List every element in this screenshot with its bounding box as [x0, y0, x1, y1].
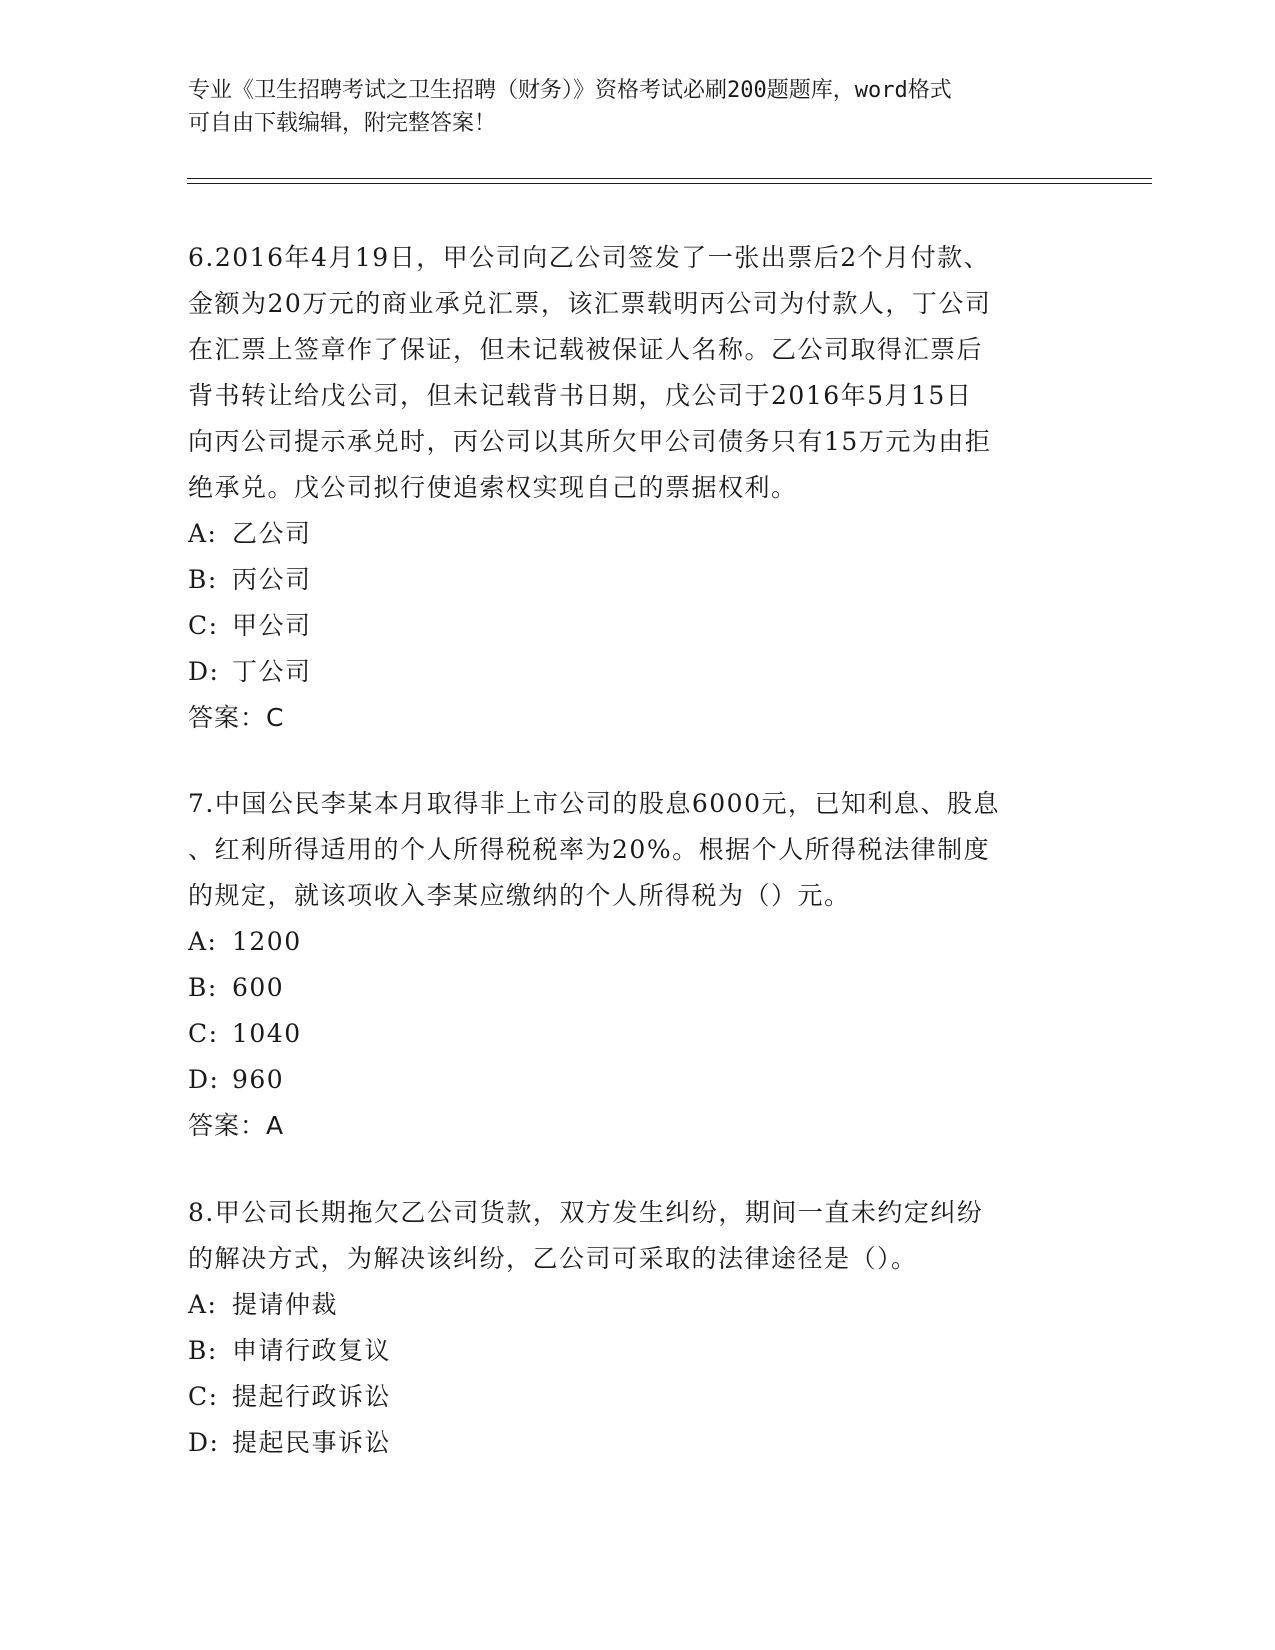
option-text: 提起民事诉讼: [232, 1428, 392, 1457]
answer-label: 答案：C: [188, 703, 285, 732]
question-line: 向丙公司提示承兑时，丙公司以其所欠甲公司债务只有15万元为由拒: [188, 427, 992, 456]
question-line: 8.甲公司长期拖欠乙公司货款，双方发生纠纷，期间一直未约定纠纷: [188, 1198, 984, 1227]
option-text: 甲公司: [232, 611, 312, 640]
header-divider-bottom: [187, 183, 1152, 184]
question-line: 的规定，就该项收入李某应缴纳的个人所得税为（）元。: [188, 881, 851, 910]
option-text: 申请行政复议: [232, 1336, 392, 1365]
option-text: 提起行政诉讼: [232, 1382, 392, 1411]
option-a: [188, 919, 1078, 965]
header-divider-top: [187, 178, 1152, 179]
question-line: 在汇票上签章作了保证，但未记载被保证人名称。乙公司取得汇票后: [188, 335, 984, 364]
option-a: [188, 511, 1078, 557]
option-letter: B:: [188, 1336, 218, 1365]
option-c: [188, 603, 1078, 649]
option-letter: D:: [188, 1065, 220, 1094]
option-text: 乙公司: [232, 519, 312, 548]
option-letter: C:: [188, 611, 219, 640]
answer-label: 答案：A: [188, 1111, 285, 1140]
option-letter: B:: [188, 973, 218, 1002]
question-line: 7.中国公民李某本月取得非上市公司的股息6000元，已知利息、股息: [188, 789, 1000, 818]
option-letter: A:: [188, 927, 218, 956]
option-text: 丙公司: [232, 565, 312, 594]
question-8: [188, 1190, 1078, 1466]
option-letter: A:: [188, 519, 218, 548]
option-d: [188, 1057, 1078, 1103]
question-line: 背书转让给戊公司，但未记载背书日期，戊公司于2016年5月15日: [188, 381, 973, 410]
option-text: 600: [232, 973, 285, 1002]
question-line: 绝承兑。戊公司拟行使追索权实现自己的票据权利。: [188, 473, 798, 502]
option-c: [188, 1011, 1078, 1057]
option-c: [188, 1374, 1078, 1420]
option-d: [188, 649, 1078, 695]
option-b: [188, 557, 1078, 603]
question-text: [188, 1190, 1078, 1282]
option-letter: D:: [188, 1428, 220, 1457]
question-line: 6.2016年4月19日，甲公司向乙公司签发了一张出票后2个月付款、: [188, 243, 991, 272]
option-letter: A:: [188, 1290, 218, 1319]
option-letter: C:: [188, 1019, 219, 1048]
option-d: [188, 1420, 1078, 1466]
option-text: 丁公司: [232, 657, 312, 686]
document-header: [188, 74, 1088, 140]
option-text: 提请仲裁: [232, 1290, 339, 1319]
option-text: 1200: [232, 927, 302, 956]
question-text: [188, 781, 1078, 919]
question-7: [188, 781, 1078, 1149]
option-text: 1040: [232, 1019, 302, 1048]
option-letter: B:: [188, 565, 218, 594]
question-line: 、红利所得适用的个人所得税税率为20%。根据个人所得税法律制度: [188, 835, 991, 864]
question-line: 的解决方式，为解决该纠纷，乙公司可采取的法律途径是（）。: [188, 1244, 918, 1273]
option-b: [188, 1328, 1078, 1374]
option-b: [188, 965, 1078, 1011]
question-6: [188, 235, 1078, 741]
option-a: [188, 1282, 1078, 1328]
header-line-2: 可自由下载编辑，附完整答案！: [188, 111, 497, 136]
question-line: 金额为20万元的商业承兑汇票，该汇票载明丙公司为付款人，丁公司: [188, 289, 992, 318]
option-letter: D:: [188, 657, 220, 686]
option-text: 960: [232, 1065, 285, 1094]
question-text: [188, 235, 1078, 511]
header-line-1: 专业《卫生招聘考试之卫生招聘（财务）》资格考试必刷200题题库，word格式: [188, 78, 952, 103]
option-letter: C:: [188, 1382, 219, 1411]
